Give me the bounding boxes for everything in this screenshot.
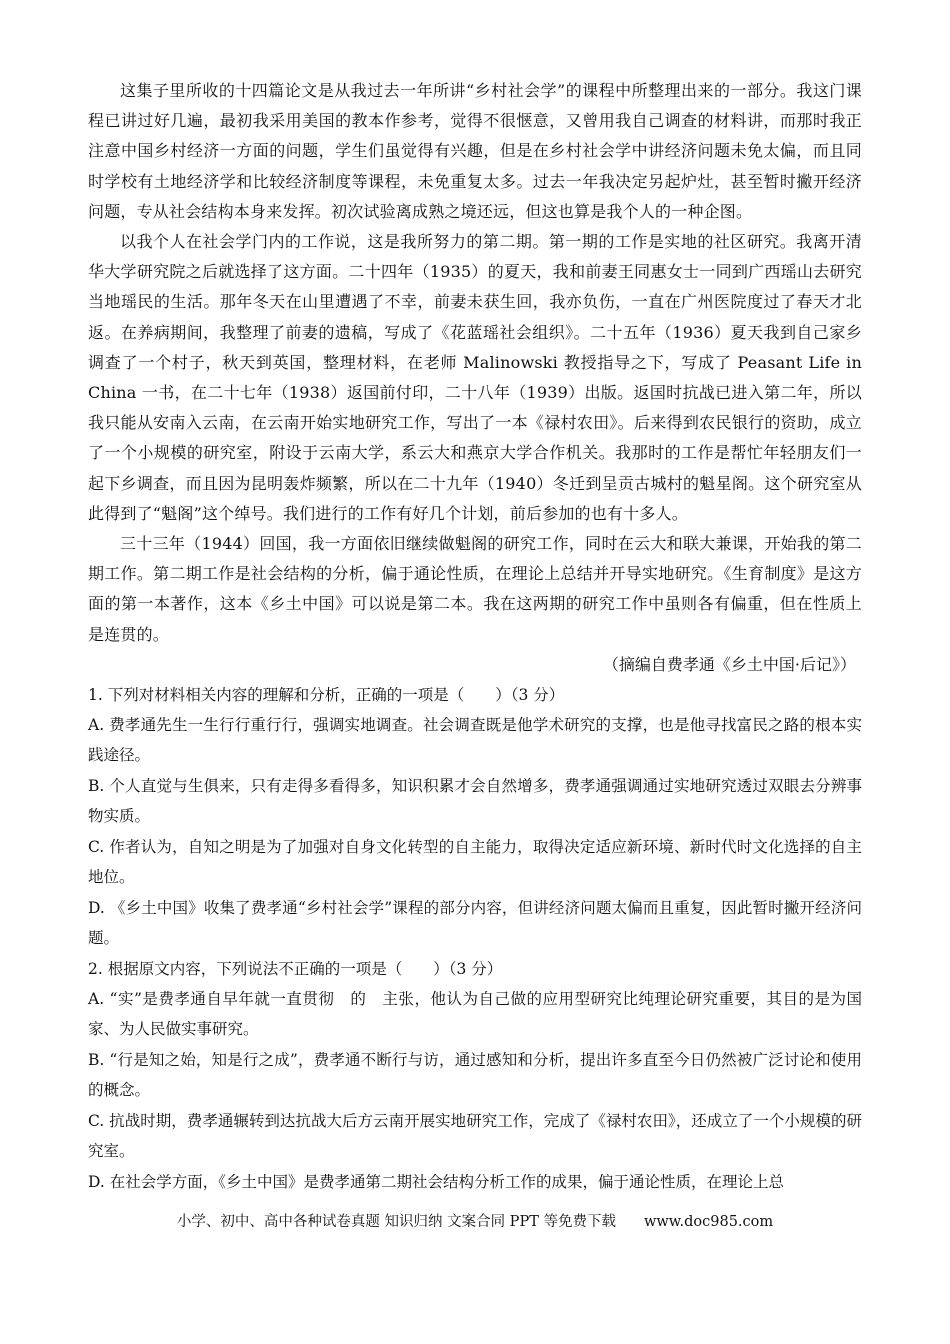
footer-url[interactable]: www.doc985.com xyxy=(643,1214,774,1230)
question-1 xyxy=(88,680,862,954)
passage-paragraph-3: 三十三年（1944）回国，我一方面依旧继续做魁阁的研究工作，同时在云大和联大兼课，开始我的第二期工作。第二期工作是社会结构的分析，偏于通论性质，在理论上总结并开导实地研究。《生育制度》是这方面的第一本著作，这本《乡土中国》可以说是第二本。我在这两期的研究工作中虽则各有偏重，但在性质上是连贯的。 xyxy=(88,534,862,644)
passage xyxy=(88,76,862,680)
question-2-option-c: C. 抗战时期，费孝通辗转到达抗战大后方云南开展实地研究工作，完成了《禄村农田》，还成立了一个小规模的研究室。 xyxy=(88,1111,862,1161)
question-2-option-b: B. “行是知之始，知是行之成”，费孝通不断行与访，通过感知和分析，提出许多直至今日仍然被广泛讨论和使用的概念。 xyxy=(88,1050,862,1100)
question-2-stem: 2. 根据原文内容，下列说法不正确的一项是（ ）（3 分） xyxy=(88,959,503,978)
question-1-option-c: C. 作者认为，自知之明是为了加强对自身文化转型的自主能力，取得决定适应新环境、新时代时文化选择的自主地位。 xyxy=(88,837,862,887)
question-2 xyxy=(88,954,862,1198)
footer-text: 小学、初中、高中各种试卷真题 知识归纳 文案合同 PPT 等免费下载 xyxy=(176,1214,616,1230)
passage-paragraph-2: 以我个人在社会学门内的工作说，这是我所努力的第二期。第一期的工作是实地的社区研究。我离开清华大学研究院之后就选择了这方面。二十四年（1935）的夏天，我和前妻王同惠女士一同到广西瑶山去研究当地瑶民的生活。那年冬天在山里遭遇了不幸，前妻未获生回，我亦负伤，一直在广州医院度过了春天才北返。在养病期间，我整理了前妻的遗稿，写成了《花蓝瑶社会组织》。二十五年（1936）夏天我到自己家乡调查了一个村子，秋天到英国，整理材料，在老师 Malinowski 教授指导之下，写成了 Peasant Life in China 一书，在二十七年（1938）返国前付印，二十八年（1939）出版。返国时抗战已进入第二年，所以我只能从安南入云南，在云南开始实地研究工作，写出了一本《禄村农田》。后来得到农民银行的资助，成立了一个小规模的研究室，附设于云南大学，系云大和燕京大学合作机关。我那时的工作是帮忙年轻朋友们一起下乡调查，而且因为昆明轰炸频繁，所以在二十九年（1940）冬迁到呈贡古城村的魁星阁。这个研究室从此得到了“魁阁”这个绰号。我们进行的工作有好几个计划，前后参加的也有十多人。 xyxy=(88,232,862,523)
question-2-option-a: A. “实”是费孝通自早年就一直贯彻 的 主张，他认为自己做的应用型研究比纯理论研究重要，其目的是为国家、为人民做实事研究。 xyxy=(88,989,862,1039)
question-2-option-d: D. 在社会学方面，《乡土中国》是费孝通第二期社会结构分析工作的成果，偏于通论性质，在理论上总 xyxy=(88,1172,784,1191)
question-1-stem: 1. 下列对材料相关内容的理解和分析，正确的一项是（ ）（3 分） xyxy=(88,685,565,704)
question-1-option-b: B. 个人直觉与生俱来，只有走得多看得多，知识积累才会自然增多，费孝通强调通过实地研究透过双眼去分辨事物实质。 xyxy=(88,776,862,826)
question-1-option-d: D. 《乡土中国》收集了费孝通“乡村社会学”课程的部分内容，但讲经济问题太偏而且重复，因此暂时撇开经济问题。 xyxy=(88,898,862,948)
question-1-option-a: A. 费孝通先生一生行行重行行，强调实地调查。社会调查既是他学术研究的支撑，也是他寻找富民之路的根本实践途径。 xyxy=(88,715,862,765)
document-page xyxy=(88,76,862,1197)
passage-source: （摘编自费孝通《乡土中国·后记》） xyxy=(602,654,856,674)
passage-paragraph-1: 这集子里所收的十四篇论文是从我过去一年所讲“乡村社会学”的课程中所整理出来的一部分。我这门课程已讲过好几遍，最初我采用美国的教本作参考，觉得不很惬意，又曾用我自己调查的材料讲，而那时我正注意中国乡村经济一方面的问题，学生们虽觉得有兴趣，但是在乡村社会学中讲经济问题未免太偏，而且同时学校有土地经济学和比较经济制度等课程，未免重复太多。过去一年我决定另起炉灶，甚至暂时撇开经济问题，专从社会结构本身来发挥。初次试验离成熟之境还远，但这也算是我个人的一种企图。 xyxy=(88,81,862,221)
page-footer xyxy=(0,1210,950,1234)
